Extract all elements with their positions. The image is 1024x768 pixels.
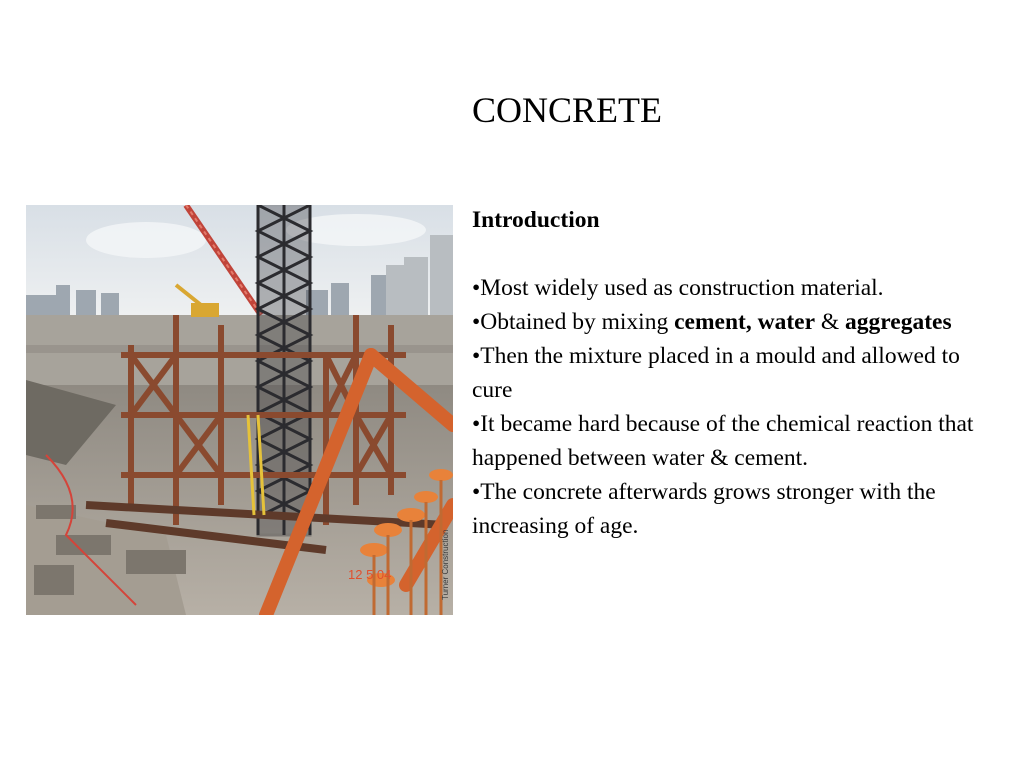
bullet-item: •Then the mixture placed in a mould and allowed to cure — [472, 343, 960, 403]
construction-site-illustration — [26, 205, 453, 615]
photo-side-stamp: Turner Construction — [441, 529, 450, 600]
bullet-bold-aggregates: aggregates — [845, 309, 952, 335]
bullet-list — [472, 271, 992, 543]
bullet-item — [472, 305, 992, 339]
bullet-item: •It became hard because of the chemical reaction that happened between water & cement. — [472, 411, 974, 471]
bullet-bold-cement-water: cement, water — [674, 309, 816, 335]
section-heading: Introduction — [472, 207, 600, 233]
construction-site-photo — [26, 205, 453, 615]
slide-title: CONCRETE — [472, 90, 663, 130]
content-text-block — [472, 203, 992, 543]
bullet-text-middle: & — [815, 309, 846, 335]
photo-date-stamp: 12 5 04 — [348, 567, 392, 582]
bullet-text-prefix: •Obtained by mixing — [472, 309, 675, 335]
bullet-item: •Most widely used as construction material. — [472, 275, 884, 301]
bullet-item: •The concrete afterwards grows stronger with the increasing of age. — [472, 479, 936, 539]
